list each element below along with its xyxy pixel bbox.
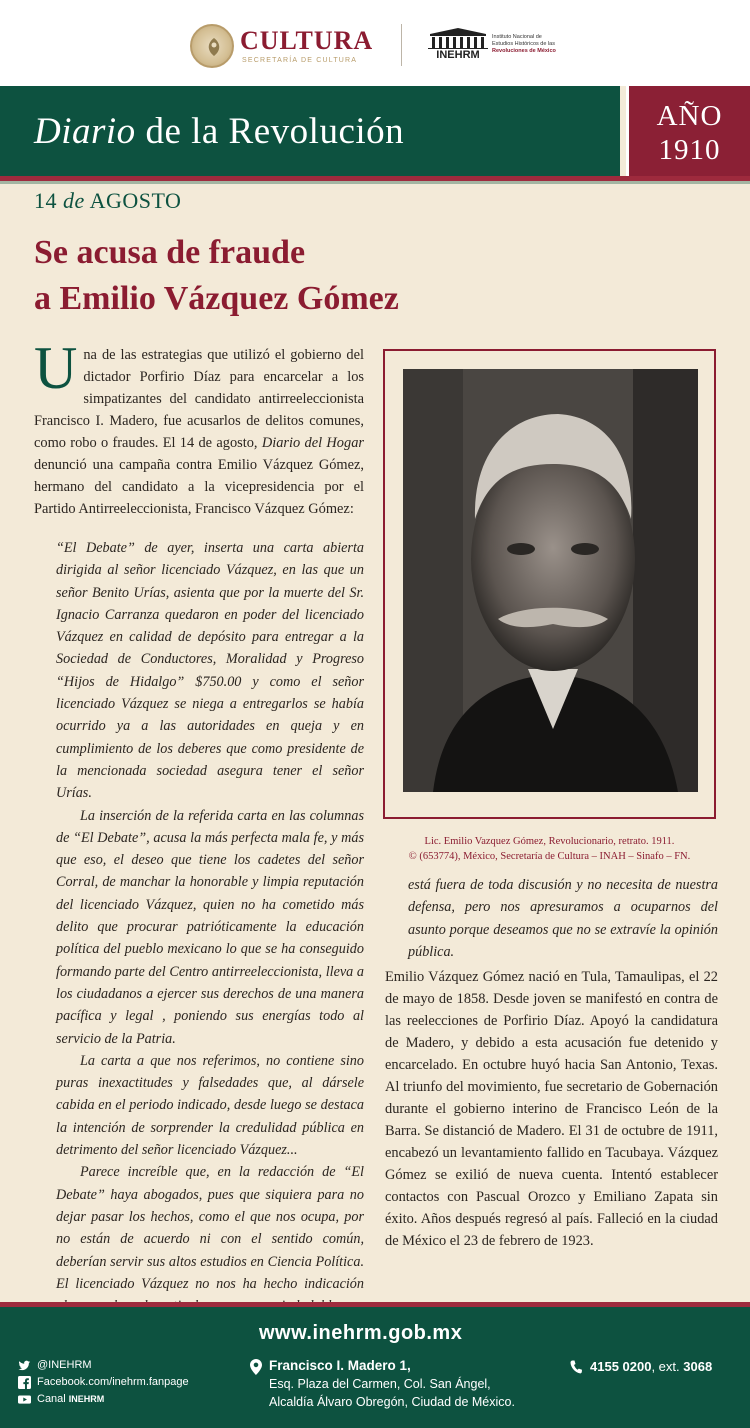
portrait-photo xyxy=(403,369,698,792)
youtube-link[interactable] xyxy=(18,1391,189,1408)
quoted-article-continued xyxy=(408,874,718,963)
youtube-icon xyxy=(18,1393,31,1406)
intro-newspaper-name: Diario del Hogar xyxy=(261,435,364,451)
facebook-icon xyxy=(18,1376,31,1389)
logo-bar xyxy=(0,0,750,86)
youtube-prefix: Canal xyxy=(37,1393,69,1405)
website-link[interactable]: www.inehrm.gob.mx xyxy=(259,1322,463,1344)
cultura-wordmark: CULTURA xyxy=(240,26,374,55)
building-icon xyxy=(428,28,488,50)
date-de: de xyxy=(63,188,85,213)
quote-paragraph: La inserción de la referida carta en las columnas de “El Debate”, acusa la más perfecta mala fe, y más que eso, el deseo que tiene los cadetes del señor Corral, de manchar la honorable y limpia reputación del licenciado Vázquez, quien no ha cometido más delito que procurar patrióticamente la educación política del pueblo mexicano lo que se ha conseguido formando parte del Centro antirreeleccionista, lleva a los ciudadanos a ejercer sus derechos de una manera pacífica y legal , poniendo sus energías todo al servicio de la Patria. xyxy=(56,807,364,1047)
cultura-subtitle: SECRETARÍA DE CULTURA xyxy=(242,57,358,64)
masthead-title-italic: Diario xyxy=(34,111,136,152)
drop-cap: U xyxy=(34,335,78,401)
masthead-title xyxy=(34,110,404,153)
date-day: 14 xyxy=(34,188,57,213)
closing-paragraph: Emilio Vázquez Gómez nació en Tula, Tamaulipas, el 22 de mayo de 1858. Desde joven se manifestó en contra de las reelecciones de Porfirio Díaz. Apoyó la candidatura de Madero, y debido a esta acusación fue detenido y encarcelado. En octubre huyó hacia San Antonio, Texas. Al triunfo del movimiento, fue secretario de Gobernación durante el gobierno interino de Francisco León de la Barra. Se distanció de Madero. El 31 de octubre de 1911, encabezó un levantamiento fallido en Tacubaya. Vázquez Gómez se exilió de nueva cuenta. Intentó establecer contactos con Pascual Orozco y Emiliano Zapata sin éxito. Años después regresó al país. Falleció en la ciudad de México el 23 de febrero de 1923. xyxy=(385,969,718,1249)
portrait-illustration xyxy=(403,369,698,792)
mexico-seal-icon xyxy=(190,24,234,68)
quote-paragraph: Parece increíble que, en la redacción de “El Debate” haya abogados, pues que siquiera para no dejar pasar los hechos, como el que nos ocupa, por no están de acuerdo ni con el sentido común, deberían servir sus altos estudios en Ciencia Política. El licenciado Vázquez no nos ha hecho indicación xyxy=(56,1164,364,1292)
youtube-channel xyxy=(37,1391,104,1408)
phone-ext-label: , ext. xyxy=(651,1359,684,1374)
header-stripe-shadow xyxy=(0,181,750,184)
facebook-url: Facebook.com/inehrm.fanpage xyxy=(37,1376,189,1388)
intro-text: na de las estrategias que utilizó el gobierno del dictador Porfirio Díaz para encarcelar a los simpatizantes del candidato antirreeleccionista Francisco I. Madero, fue acusarlos de delitos comunes, como robo o fraudes. El 14 de agosto, xyxy=(34,347,364,451)
twitter-icon xyxy=(18,1359,31,1372)
year-label: AÑO xyxy=(656,100,723,132)
social-links xyxy=(18,1357,189,1408)
quoted-article xyxy=(56,537,364,1340)
facebook-link[interactable] xyxy=(18,1374,189,1391)
inehrm-logo[interactable] xyxy=(428,28,568,64)
address-block xyxy=(250,1357,515,1411)
phone-icon xyxy=(570,1360,582,1374)
inehrm-fullname xyxy=(492,34,572,55)
article-closing xyxy=(385,966,718,1252)
headline-line: a Emilio Vázquez Gómez xyxy=(34,280,399,317)
headline-line: Se acusa de fraude xyxy=(34,234,306,271)
inehrm-text-line: Instituto Nacional de xyxy=(492,34,542,40)
cultura-logo[interactable] xyxy=(190,22,390,70)
masthead-title-rest: de la Revolución xyxy=(135,111,405,152)
article-intro xyxy=(34,335,364,520)
twitter-link[interactable] xyxy=(18,1357,189,1374)
phone-number-text xyxy=(590,1359,712,1374)
caption-line: Lic. Emilio Vazquez Gómez, Revolucionario, retrato. 1911. xyxy=(424,836,675,847)
location-pin-icon xyxy=(250,1359,262,1375)
quote-paragraph: está fuera de toda discusión y no necesita de nuestra defensa, pero nos apresuramos a ocuparnos del asunto porque deseamos que no se extravíe la opinión pública. xyxy=(408,877,718,960)
inehrm-text-line: Revoluciones de México xyxy=(492,48,556,54)
date-month: AGOSTO xyxy=(89,188,182,213)
address-line: Alcaldía Álvaro Obregón, Ciudad de México. xyxy=(269,1395,515,1409)
address-line: Esq. Plaza del Carmen, Col. San Ángel, xyxy=(269,1377,491,1391)
year-number: 1910 xyxy=(658,134,721,166)
intro-text: denunció una campaña contra Emilio Vázquez Gómez, hermano del candidato a la vicepresidencia por el Partido Antirreeleccionista, Francisco Vázquez Gómez: xyxy=(34,457,364,517)
photo-caption xyxy=(383,834,716,864)
youtube-name: INEHRM xyxy=(68,1394,105,1404)
phone-contact[interactable] xyxy=(570,1359,712,1374)
twitter-handle: @INEHRM xyxy=(37,1359,92,1371)
logo-divider xyxy=(401,24,402,66)
quote-paragraph: “El Debate” de ayer, inserta una carta abierta dirigida al señor licenciado Vázquez, en las que un señor Benito Urías, asienta que por la muerte del Sr. Ignacio Carranza quedaron en poder del licenciado Vázquez en calidad de depósito para entregar a la Sociedad de Conductores, Moralidad y Progreso “Hijos de Hidalgo” $750.00 y como el señor licenciado Vázquez se niega a entregarlos se había ocurrido ya a las autoridades en queja y en cumplimiento de los deberes que como presidente de la mencionada sociedad asegura tener el señor Urías. xyxy=(56,540,364,802)
address-title: Francisco I. Madero 1, xyxy=(269,1358,411,1373)
inehrm-text-line: Estudios Históricos de las xyxy=(492,41,555,47)
phone-extension: 3068 xyxy=(683,1359,713,1374)
footer xyxy=(0,1307,750,1428)
inehrm-wordmark: INEHRM xyxy=(428,48,488,61)
article-headline xyxy=(34,230,594,322)
caption-line: © (653774), México, Secretaría de Cultura – INAH – Sinafo – FN. xyxy=(408,851,691,862)
article-date xyxy=(34,188,181,214)
quote-paragraph: La carta a que nos referimos, no contiene sino puras inexactitudes y falsedades que, al dársele cabida en el periodo indicado, desde luego se destaca la intención de sorprender la credulidad pública en detrimento del señor licenciado Vázquez... xyxy=(56,1052,364,1159)
phone-number: 4155 0200 xyxy=(590,1359,652,1374)
